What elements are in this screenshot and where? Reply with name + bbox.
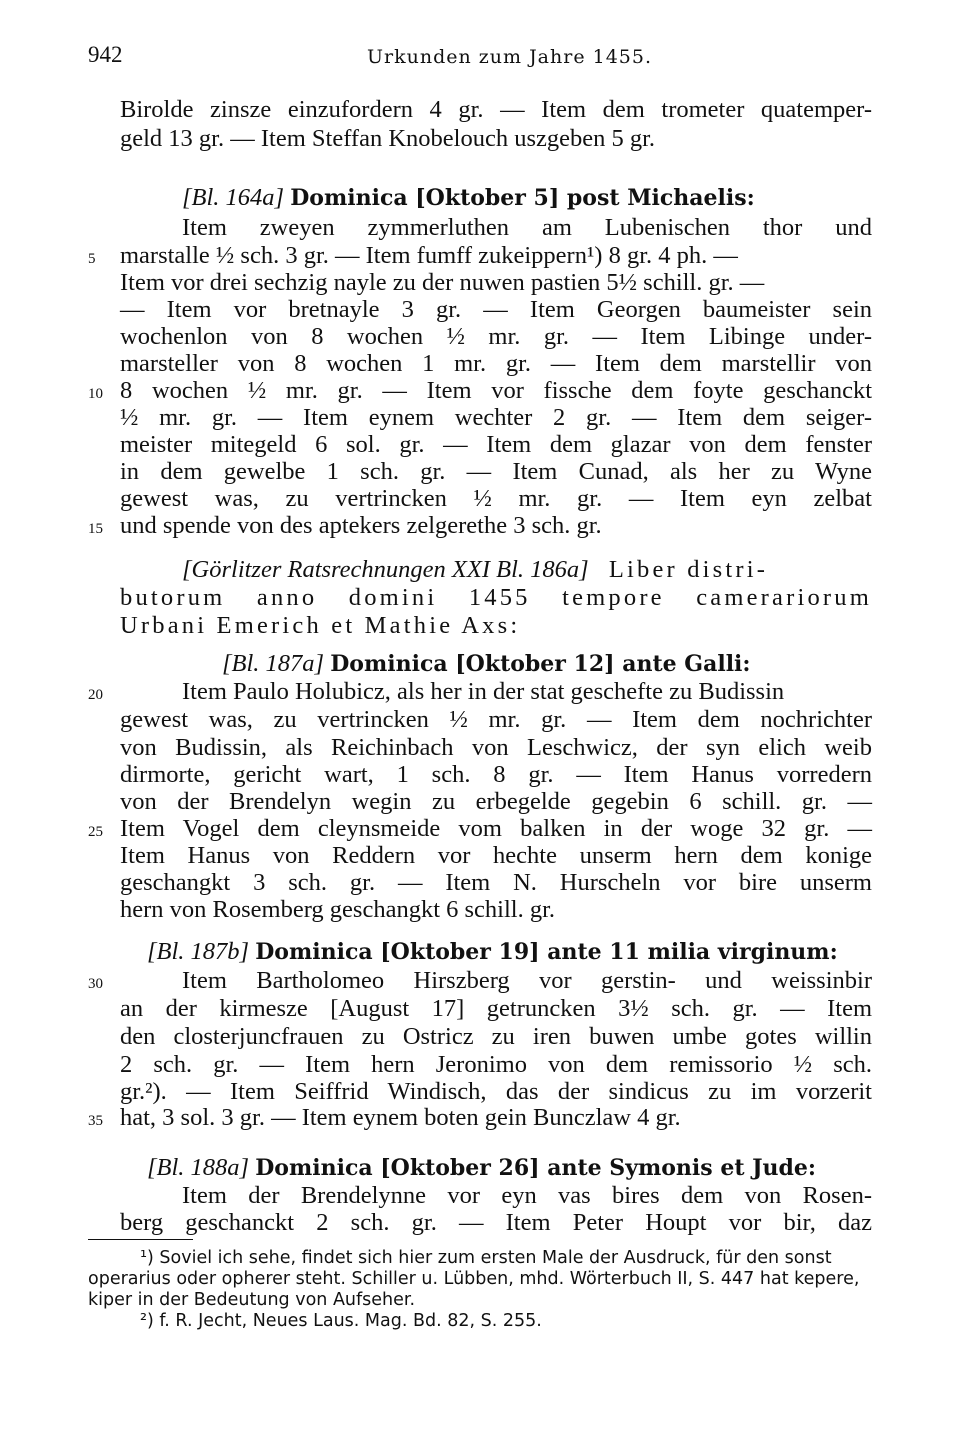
text-line: gewest was, zu vertrincken ½ mr. gr. — Item dem nochrichter — [120, 706, 872, 733]
text-line: Birolde zinsze einzufordern 4 gr. — Item dem trometer quatemper- — [120, 96, 872, 123]
text-line: Item Vogel dem cleynsmeide vom balken in der woge 32 gr. — — [120, 815, 872, 842]
text-line: Item der Brendelynne vor eyn vas bires dem von Rosen- — [182, 1182, 872, 1209]
text-line: Item Paulo Holubicz, als her in der stat geschefte zu Budissin — [182, 678, 785, 705]
text-line: berg geschanckt 2 sch. gr. — Item Peter Houpt vor bir, daz — [120, 1209, 872, 1236]
footnote: operarius oder opherer steht. Schiller u. Lübben, mhd. Wörterbuch II, S. 447 hat kepere, — [88, 1269, 860, 1289]
text-line: Item Bartholomeo Hirszberg vor gerstin- und weissinbir — [182, 967, 872, 994]
text-line: den closterjuncfrauen zu Ostricz zu iren buwen umbe gotes willin — [120, 1023, 872, 1050]
text-line: Item Hanus von Reddern vor hechte unserm hern dem konige — [120, 842, 872, 869]
text-line: marsteller von 8 wochen 1 mr. gr. — Item dem marstellir von — [120, 350, 872, 377]
text-line: und spende von des aptekers zelgerethe 3 sch. gr. — [120, 512, 602, 539]
folio-reference: [Bl. 187a] — [222, 650, 325, 677]
heading-title: Dominica [Oktober 19] ante 11 milia virginum: — [255, 939, 838, 965]
text-line: gewest was, zu vertrincken ½ mr. gr. — Item eyn zelbat — [120, 485, 872, 512]
text-line: 8 wochen ½ mr. gr. — Item vor fissche dem foyte geschanckt — [120, 377, 872, 404]
entry-heading-3 — [147, 937, 872, 967]
text-line: meister mitegeld 6 sol. gr. — Item dem glazar von dem fenster — [120, 431, 872, 458]
text-line: hat, 3 sol. 3 gr. — Item eynem boten gein Bunczlaw 4 gr. — [120, 1104, 681, 1131]
entry-heading-1 — [182, 183, 872, 213]
footnote-separator — [88, 1239, 193, 1240]
footnote: ²) f. R. Jecht, Neues Laus. Mag. Bd. 82, S. 255. — [140, 1311, 542, 1331]
text-line: Item vor drei sechzig nayle zu der nuwen pastien 5½ schill. gr. — — [120, 269, 765, 296]
text-line: ½ mr. gr. — Item eynem wechter 2 gr. — Item dem seiger- — [120, 404, 872, 431]
line-number: 25 — [88, 824, 103, 840]
footnote: kiper in der Bedeutung von Aufseher. — [88, 1290, 416, 1310]
text-line: Item zweyen zymmerluthen am Lubenischen thor und — [182, 214, 872, 241]
heading-title: Dominica [Oktober 5] post Michaelis: — [290, 185, 755, 211]
text-line: geschangkt 3 sch. gr. — Item N. Hurscheln vor bire unserm — [120, 869, 872, 896]
entry-heading-4 — [147, 1153, 872, 1183]
line-number: 15 — [88, 521, 103, 537]
heading-title: Dominica [Oktober 26] ante Symonis et Jude: — [255, 1155, 817, 1181]
heading-title: Dominica [Oktober 12] ante Galli: — [330, 651, 751, 677]
text-line: hern von Rosemberg geschangkt 6 schill. gr. — [120, 896, 556, 923]
text-line: an der kirmesze [August 17] getruncken 3½ sch. gr. — Item — [120, 995, 872, 1022]
text-line: marstalle ½ sch. 3 gr. — Item fumff zukeippern¹) 8 gr. 4 ph. — — [120, 242, 738, 269]
line-number: 35 — [88, 1113, 103, 1129]
text-line: von Budissin, als Reichinbach von Leschwicz, der syn elich weib — [120, 734, 872, 761]
text-line: in dem gewelbe 1 sch. gr. — Item Cunad, als her zu Wyne — [120, 458, 872, 485]
line-number: 10 — [88, 386, 103, 402]
source-reference: [Görlitzer Ratsrechnungen XXI Bl. 186a] — [182, 556, 589, 583]
text-line: geld 13 gr. — Item Steffan Knobelouch uszgeben 5 gr. — [120, 125, 656, 152]
text-line: wochenlon von 8 wochen ½ mr. gr. — Item Libinge under- — [120, 323, 872, 350]
text-line: — Item vor bretnayle 3 gr. — Item Georgen baumeister sein — [120, 296, 872, 323]
text-line: butorum anno domini 1455 tempore camerariorum — [120, 584, 872, 611]
line-number: 5 — [88, 251, 96, 267]
source-title: Liber distri- — [608, 556, 769, 583]
text-line: von der Brendelyn wegin zu erbegelde gegebin 6 schill. gr. — — [120, 788, 872, 815]
page-number: 942 — [88, 42, 123, 67]
source-heading — [182, 555, 872, 584]
text-line: gr.²). — Item Seiffrid Windisch, das der sindicus zu im vorzerit — [120, 1078, 872, 1105]
text-line: dirmorte, gericht wart, 1 sch. 8 gr. — Item Hanus vorredern — [120, 761, 872, 788]
line-number: 20 — [88, 687, 103, 703]
folio-reference: [Bl. 164a] — [182, 184, 285, 211]
folio-reference: [Bl. 187b] — [147, 938, 250, 965]
footnote: ¹) Soviel ich sehe, findet sich hier zum ersten Male der Ausdruck, für den sonst — [140, 1248, 832, 1268]
running-title: Urkunden zum Jahre 1455. — [367, 46, 653, 68]
line-number: 30 — [88, 976, 103, 992]
entry-heading-2 — [222, 649, 872, 679]
folio-reference: [Bl. 188a] — [147, 1154, 250, 1181]
text-line: Urbani Emerich et Mathie Axs: — [120, 612, 521, 639]
text-line: 2 sch. gr. — Item hern Jeronimo von dem remissorio ½ sch. — [120, 1051, 872, 1078]
